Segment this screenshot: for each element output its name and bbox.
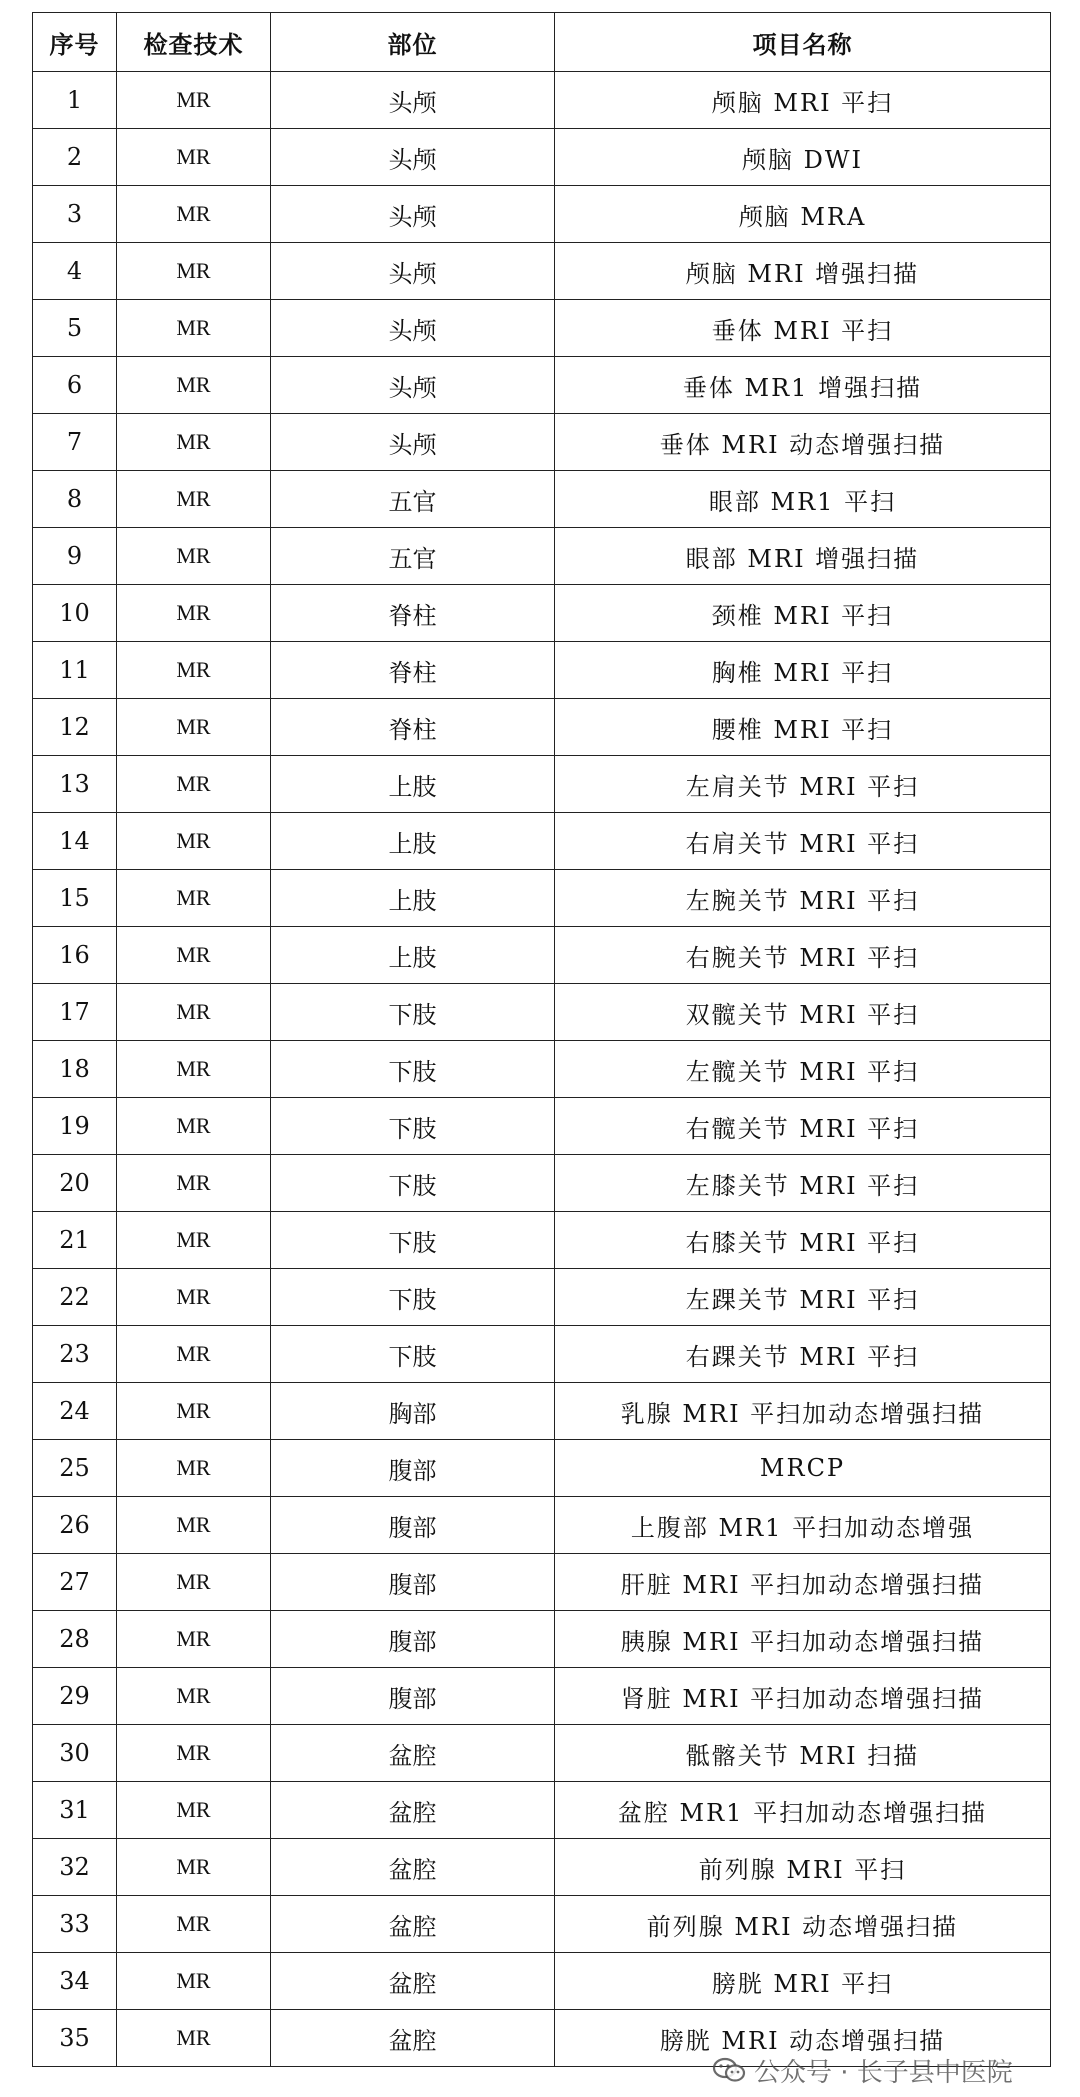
cell-index: 7	[33, 414, 117, 471]
header-item-name: 项目名称	[555, 13, 1051, 72]
cell-body-part: 脊柱	[271, 642, 555, 699]
cell-item-name: 前列腺 MRI 平扫	[555, 1839, 1051, 1896]
table-row	[33, 1782, 1051, 1839]
cell-technique: MR	[117, 528, 271, 585]
cell-index: 22	[33, 1269, 117, 1326]
cell-technique: MR	[117, 1269, 271, 1326]
cell-body-part: 盆腔	[271, 1782, 555, 1839]
cell-technique: MR	[117, 186, 271, 243]
cell-item-name: 左髋关节 MRI 平扫	[555, 1041, 1051, 1098]
cell-item-name: 眼部 MRI 增强扫描	[555, 528, 1051, 585]
cell-index: 11	[33, 642, 117, 699]
cell-index: 21	[33, 1212, 117, 1269]
cell-body-part: 上肢	[271, 813, 555, 870]
cell-body-part: 腹部	[271, 1440, 555, 1497]
table-row	[33, 699, 1051, 756]
watermark-text: 公众号 · 长子县中医院	[754, 2057, 1013, 2088]
table-row	[33, 1554, 1051, 1611]
cell-index: 28	[33, 1611, 117, 1668]
cell-index: 20	[33, 1155, 117, 1212]
cell-technique: MR	[117, 2010, 271, 2067]
cell-technique: MR	[117, 756, 271, 813]
cell-body-part: 腹部	[271, 1611, 555, 1668]
cell-technique: MR	[117, 357, 271, 414]
table-row	[33, 1440, 1051, 1497]
table-row	[33, 357, 1051, 414]
exam-items-table	[32, 12, 1051, 2067]
cell-item-name: 右肩关节 MRI 平扫	[555, 813, 1051, 870]
cell-technique: MR	[117, 1041, 271, 1098]
cell-index: 13	[33, 756, 117, 813]
cell-index: 34	[33, 1953, 117, 2010]
cell-item-name: 左腕关节 MRI 平扫	[555, 870, 1051, 927]
cell-body-part: 头颅	[271, 186, 555, 243]
table-row	[33, 1041, 1051, 1098]
cell-technique: MR	[117, 1725, 271, 1782]
table-row	[33, 1155, 1051, 1212]
cell-item-name: MRCP	[555, 1440, 1051, 1497]
cell-item-name: 膀胱 MRI 平扫	[555, 1953, 1051, 2010]
cell-body-part: 腹部	[271, 1497, 555, 1554]
cell-technique: MR	[117, 1611, 271, 1668]
cell-technique: MR	[117, 1326, 271, 1383]
cell-item-name: 膀胱 MRI 动态增强扫描	[555, 2010, 1051, 2067]
cell-index: 18	[33, 1041, 117, 1098]
cell-index: 6	[33, 357, 117, 414]
cell-technique: MR	[117, 300, 271, 357]
cell-index: 8	[33, 471, 117, 528]
cell-index: 17	[33, 984, 117, 1041]
cell-item-name: 左膝关节 MRI 平扫	[555, 1155, 1051, 1212]
cell-index: 15	[33, 870, 117, 927]
cell-body-part: 下肢	[271, 984, 555, 1041]
cell-index: 4	[33, 243, 117, 300]
cell-index: 29	[33, 1668, 117, 1725]
table-row	[33, 1326, 1051, 1383]
cell-body-part: 下肢	[271, 1212, 555, 1269]
header-technique: 检查技术	[117, 13, 271, 72]
cell-body-part: 下肢	[271, 1155, 555, 1212]
cell-index: 2	[33, 129, 117, 186]
cell-item-name: 垂体 MRI 动态增强扫描	[555, 414, 1051, 471]
cell-technique: MR	[117, 129, 271, 186]
cell-technique: MR	[117, 1953, 271, 2010]
cell-item-name: 前列腺 MRI 动态增强扫描	[555, 1896, 1051, 1953]
header-body-part: 部位	[271, 13, 555, 72]
cell-item-name: 双髋关节 MRI 平扫	[555, 984, 1051, 1041]
cell-body-part: 上肢	[271, 870, 555, 927]
cell-item-name: 胰腺 MRI 平扫加动态增强扫描	[555, 1611, 1051, 1668]
table-row	[33, 1896, 1051, 1953]
cell-technique: MR	[117, 1383, 271, 1440]
cell-item-name: 乳腺 MRI 平扫加动态增强扫描	[555, 1383, 1051, 1440]
cell-technique: MR	[117, 1440, 271, 1497]
cell-body-part: 下肢	[271, 1326, 555, 1383]
cell-body-part: 胸部	[271, 1383, 555, 1440]
cell-index: 24	[33, 1383, 117, 1440]
cell-index: 19	[33, 1098, 117, 1155]
table-row	[33, 1611, 1051, 1668]
cell-technique: MR	[117, 471, 271, 528]
cell-technique: MR	[117, 1782, 271, 1839]
table-row	[33, 414, 1051, 471]
cell-item-name: 盆腔 MR1 平扫加动态增强扫描	[555, 1782, 1051, 1839]
cell-body-part: 头颅	[271, 129, 555, 186]
cell-body-part: 头颅	[271, 243, 555, 300]
cell-body-part: 脊柱	[271, 585, 555, 642]
cell-index: 26	[33, 1497, 117, 1554]
cell-technique: MR	[117, 1098, 271, 1155]
cell-item-name: 右踝关节 MRI 平扫	[555, 1326, 1051, 1383]
cell-technique: MR	[117, 1896, 271, 1953]
cell-body-part: 头颅	[271, 300, 555, 357]
cell-item-name: 右膝关节 MRI 平扫	[555, 1212, 1051, 1269]
cell-index: 14	[33, 813, 117, 870]
cell-technique: MR	[117, 1212, 271, 1269]
cell-technique: MR	[117, 1554, 271, 1611]
table-row	[33, 471, 1051, 528]
table-row	[33, 813, 1051, 870]
cell-item-name: 颅脑 MRI 平扫	[555, 72, 1051, 129]
cell-body-part: 五官	[271, 471, 555, 528]
cell-index: 10	[33, 585, 117, 642]
cell-body-part: 头颅	[271, 72, 555, 129]
table-row	[33, 72, 1051, 129]
table-row	[33, 1725, 1051, 1782]
cell-item-name: 颅脑 MRI 增强扫描	[555, 243, 1051, 300]
cell-technique: MR	[117, 1839, 271, 1896]
table-row	[33, 1839, 1051, 1896]
cell-technique: MR	[117, 243, 271, 300]
table-row	[33, 756, 1051, 813]
cell-body-part: 头颅	[271, 357, 555, 414]
table-row	[33, 585, 1051, 642]
cell-item-name: 肾脏 MRI 平扫加动态增强扫描	[555, 1668, 1051, 1725]
cell-index: 9	[33, 528, 117, 585]
cell-technique: MR	[117, 1497, 271, 1554]
cell-index: 3	[33, 186, 117, 243]
table-row	[33, 1668, 1051, 1725]
cell-body-part: 腹部	[271, 1554, 555, 1611]
cell-body-part: 上肢	[271, 756, 555, 813]
table-row	[33, 984, 1051, 1041]
table-row	[33, 1953, 1051, 2010]
cell-index: 5	[33, 300, 117, 357]
cell-technique: MR	[117, 642, 271, 699]
cell-item-name: 骶髂关节 MRI 扫描	[555, 1725, 1051, 1782]
cell-item-name: 垂体 MRI 平扫	[555, 300, 1051, 357]
table-row	[33, 243, 1051, 300]
cell-index: 27	[33, 1554, 117, 1611]
cell-body-part: 腹部	[271, 1668, 555, 1725]
cell-body-part: 下肢	[271, 1098, 555, 1155]
table-row	[33, 1383, 1051, 1440]
cell-item-name: 垂体 MR1 增强扫描	[555, 357, 1051, 414]
table-row	[33, 300, 1051, 357]
table-row	[33, 1212, 1051, 1269]
cell-technique: MR	[117, 1155, 271, 1212]
cell-index: 1	[33, 72, 117, 129]
cell-technique: MR	[117, 414, 271, 471]
cell-index: 31	[33, 1782, 117, 1839]
cell-item-name: 腰椎 MRI 平扫	[555, 699, 1051, 756]
cell-index: 35	[33, 2010, 117, 2067]
cell-index: 12	[33, 699, 117, 756]
cell-technique: MR	[117, 1668, 271, 1725]
watermark	[712, 2052, 1013, 2088]
cell-technique: MR	[117, 813, 271, 870]
table-row	[33, 870, 1051, 927]
cell-body-part: 盆腔	[271, 2010, 555, 2067]
cell-body-part: 下肢	[271, 1269, 555, 1326]
cell-item-name: 右髋关节 MRI 平扫	[555, 1098, 1051, 1155]
cell-technique: MR	[117, 984, 271, 1041]
table-row	[33, 1497, 1051, 1554]
cell-item-name: 上腹部 MR1 平扫加动态增强	[555, 1497, 1051, 1554]
cell-technique: MR	[117, 72, 271, 129]
cell-index: 32	[33, 1839, 117, 1896]
cell-technique: MR	[117, 585, 271, 642]
table-row	[33, 528, 1051, 585]
cell-index: 30	[33, 1725, 117, 1782]
table-row	[33, 642, 1051, 699]
cell-technique: MR	[117, 870, 271, 927]
cell-index: 25	[33, 1440, 117, 1497]
wechat-official-account-icon	[712, 2056, 746, 2084]
cell-body-part: 盆腔	[271, 1839, 555, 1896]
cell-item-name: 颈椎 MRI 平扫	[555, 585, 1051, 642]
cell-body-part: 上肢	[271, 927, 555, 984]
cell-item-name: 颅脑 MRA	[555, 186, 1051, 243]
cell-item-name: 肝脏 MRI 平扫加动态增强扫描	[555, 1554, 1051, 1611]
header-index: 序号	[33, 13, 117, 72]
table-row	[33, 1269, 1051, 1326]
table-header-row	[33, 13, 1051, 72]
cell-item-name: 左肩关节 MRI 平扫	[555, 756, 1051, 813]
cell-body-part: 盆腔	[271, 1725, 555, 1782]
cell-body-part: 五官	[271, 528, 555, 585]
cell-item-name: 眼部 MR1 平扫	[555, 471, 1051, 528]
cell-index: 33	[33, 1896, 117, 1953]
table-row	[33, 129, 1051, 186]
cell-index: 23	[33, 1326, 117, 1383]
table-row	[33, 927, 1051, 984]
cell-body-part: 盆腔	[271, 1953, 555, 2010]
cell-item-name: 左踝关节 MRI 平扫	[555, 1269, 1051, 1326]
cell-technique: MR	[117, 699, 271, 756]
cell-item-name: 胸椎 MRI 平扫	[555, 642, 1051, 699]
table-row	[33, 186, 1051, 243]
cell-item-name: 颅脑 DWI	[555, 129, 1051, 186]
cell-body-part: 头颅	[271, 414, 555, 471]
table-row	[33, 1098, 1051, 1155]
cell-body-part: 下肢	[271, 1041, 555, 1098]
cell-body-part: 脊柱	[271, 699, 555, 756]
cell-index: 16	[33, 927, 117, 984]
cell-body-part: 盆腔	[271, 1896, 555, 1953]
cell-technique: MR	[117, 927, 271, 984]
cell-item-name: 右腕关节 MRI 平扫	[555, 927, 1051, 984]
